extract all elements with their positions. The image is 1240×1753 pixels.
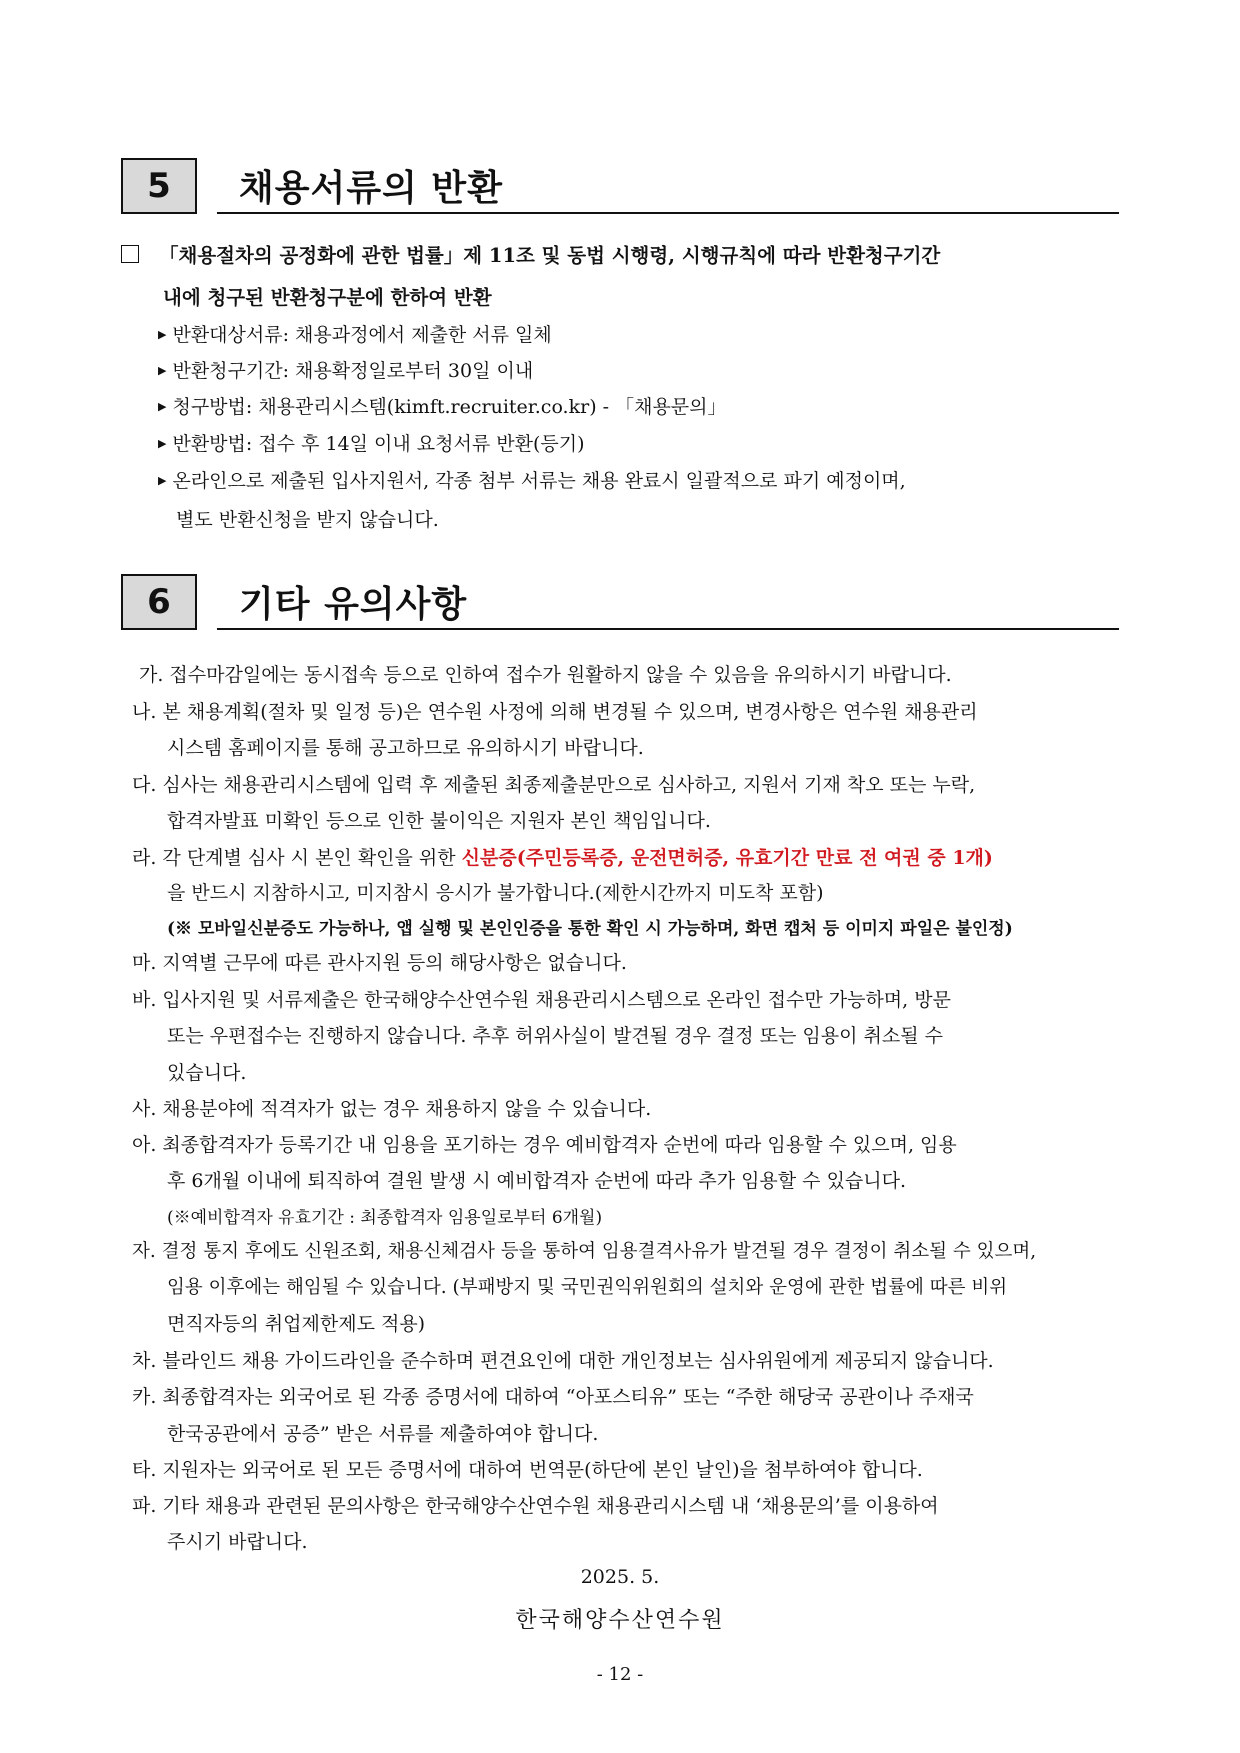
list-item: ▶ 반환대상서류: 채용과정에서 제출한 서류 일체 (158, 324, 552, 346)
section-5-intro-line1: 「채용절차의 공정화에 관한 법률」제 11조 및 동법 시행령, 시행규칙에 따라 반환청구기간 (159, 244, 941, 267)
page-number: - 12 - (596, 1664, 644, 1685)
notice-ja-line2: 임용 이후에는 해임될 수 있습니다. (부패방지 및 국민권익위원회의 설치와 운영에 관한 법률에 따른 비위 (167, 1277, 1008, 1298)
section-5-header (121, 158, 1119, 250)
notice-ga: 가. 접수마감일에는 동시접속 등으로 인하여 접수가 원활하지 않을 수 있음을 유의하시기 바랍니다. (139, 664, 952, 686)
list-item: ▶ 온라인으로 제출된 입사지원서, 각종 첨부 서류는 채용 완료시 일괄적으로 파기 예정이며, (158, 470, 906, 492)
notice-a-line2: 후 6개월 이내에 퇴직하여 결원 발생 시 예비합격자 순번에 따라 추가 임용할 수 있습니다. (167, 1170, 907, 1192)
notice-na-line1: 나. 본 채용계획(절차 및 일정 등)은 연수원 사정에 의해 변경될 수 있으며, 변경사항은 연수원 채용관리 (132, 701, 978, 723)
section-6-number: 6 (121, 574, 197, 630)
section-6-title: 기타 유의사항 (239, 584, 468, 625)
notice-ra-line1: 라. 각 단계별 심사 시 본인 확인을 위한 신분증(주민등록증, 운전면허증, 유효기간 만료 전 여권 중 1개) (132, 847, 993, 869)
notice-sa: 사. 채용분야에 적격자가 없는 경우 채용하지 않을 수 있습니다. (132, 1098, 652, 1120)
section-5-number: 5 (121, 158, 197, 214)
notice-ta: 타. 지원자는 외국어로 된 모든 증명서에 대하여 번역문(하단에 본인 날인)을 첨부하여야 합니다. (132, 1459, 923, 1481)
triangle-bullet-icon: ▶ (158, 328, 167, 341)
notice-cha: 차. 블라인드 채용 가이드라인을 준수하며 편견요인에 대한 개인정보는 심사위원에게 제공되지 않습니다. (132, 1350, 994, 1372)
section-5-divider (217, 212, 1119, 214)
notice-ma: 마. 지역별 근무에 따른 관사지원 등의 해당사항은 없습니다. (132, 952, 627, 974)
notice-ba-line3: 있습니다. (167, 1062, 247, 1084)
notice-ba-line2: 또는 우편접수는 진행하지 않습니다. 추후 허위사실이 발견될 경우 결정 또는 임용이 취소될 수 (167, 1025, 943, 1047)
list-item-continuation: 별도 반환신청을 받지 않습니다. (176, 509, 439, 531)
section-5-title: 채용서류의 반환 (239, 168, 503, 209)
list-item: ▶ 청구방법: 채용관리시스템(kimft.recruiter.co.kr) - 「채용문의」 (158, 396, 727, 418)
notice-da-line2: 합격자발표 미확인 등으로 인한 불이익은 지원자 본인 책임입니다. (167, 810, 711, 832)
notice-ra-note: (※ 모바일신분증도 가능하나, 앱 실행 및 본인인증을 통한 확인 시 가능하며, 화면 캡처 등 이미지 파일은 불인정) (167, 919, 1013, 939)
notice-na-line2: 시스템 홈페이지를 통해 공고하므로 유의하시기 바랍니다. (167, 737, 644, 759)
notice-ja-line1: 자. 결정 통지 후에도 신원조회, 채용신체검사 등을 통하여 임용결격사유가 발견될 경우 결정이 취소될 수 있으며, (132, 1241, 1037, 1262)
triangle-bullet-icon: ▶ (158, 437, 167, 450)
triangle-bullet-icon: ▶ (158, 364, 167, 377)
section-5-intro-line2: 내에 청구된 반환청구분에 한하여 반환 (163, 286, 492, 309)
issue-date: 2025. 5. (580, 1566, 660, 1588)
notice-a-line1: 아. 최종합격자가 등록기간 내 임용을 포기하는 경우 예비합격자 순번에 따라 임용할 수 있으며, 임용 (132, 1134, 957, 1156)
notice-a-note: (※예비합격자 유효기간 : 최종합격자 임용일로부터 6개월) (167, 1208, 603, 1228)
triangle-bullet-icon: ▶ (158, 400, 167, 413)
notice-pa-line2: 주시기 바랍니다. (167, 1531, 308, 1553)
list-item: ▶ 반환방법: 접수 후 14일 이내 요청서류 반환(등기) (158, 433, 585, 455)
notice-ba-line1: 바. 입사지원 및 서류제출은 한국해양수산연수원 채용관리시스템으로 온라인 접수만 가능하며, 방문 (132, 989, 951, 1011)
notice-ra-line2: 을 반드시 지참하시고, 미지참시 응시가 불가합니다.(제한시간까지 미도착 포함) (167, 882, 824, 904)
notice-ka-line2: 한국공관에서 공증” 받은 서류를 제출하여야 합니다. (167, 1423, 599, 1445)
notice-da-line1: 다. 심사는 채용관리시스템에 입력 후 제출된 최종제출분만으로 심사하고, 지원서 기재 착오 또는 누락, (132, 774, 976, 796)
id-card-requirement: 신분증(주민등록증, 운전면허증, 유효기간 만료 전 여권 중 1개) (461, 847, 993, 869)
notice-pa-line1: 파. 기타 채용과 관련된 문의사항은 한국해양수산연수원 채용관리시스템 내 ‘채용문의’를 이용하여 (132, 1495, 939, 1517)
section-6-divider (217, 628, 1119, 630)
notice-ja-line3: 면직자등의 취업제한제도 적용) (167, 1313, 426, 1335)
section-5-intro (121, 238, 1121, 274)
organization-name: 한국해양수산연수원 (515, 1608, 725, 1633)
triangle-bullet-icon: ▶ (158, 474, 167, 487)
checkbox-icon (121, 245, 139, 263)
section-6-header (121, 574, 1119, 666)
list-item: ▶ 반환청구기간: 채용확정일로부터 30일 이내 (158, 360, 534, 382)
notice-ka-line1: 카. 최종합격자는 외국어로 된 각종 증명서에 대하여 “아포스티유” 또는 “주한 해당국 공관이나 주재국 (132, 1386, 974, 1408)
